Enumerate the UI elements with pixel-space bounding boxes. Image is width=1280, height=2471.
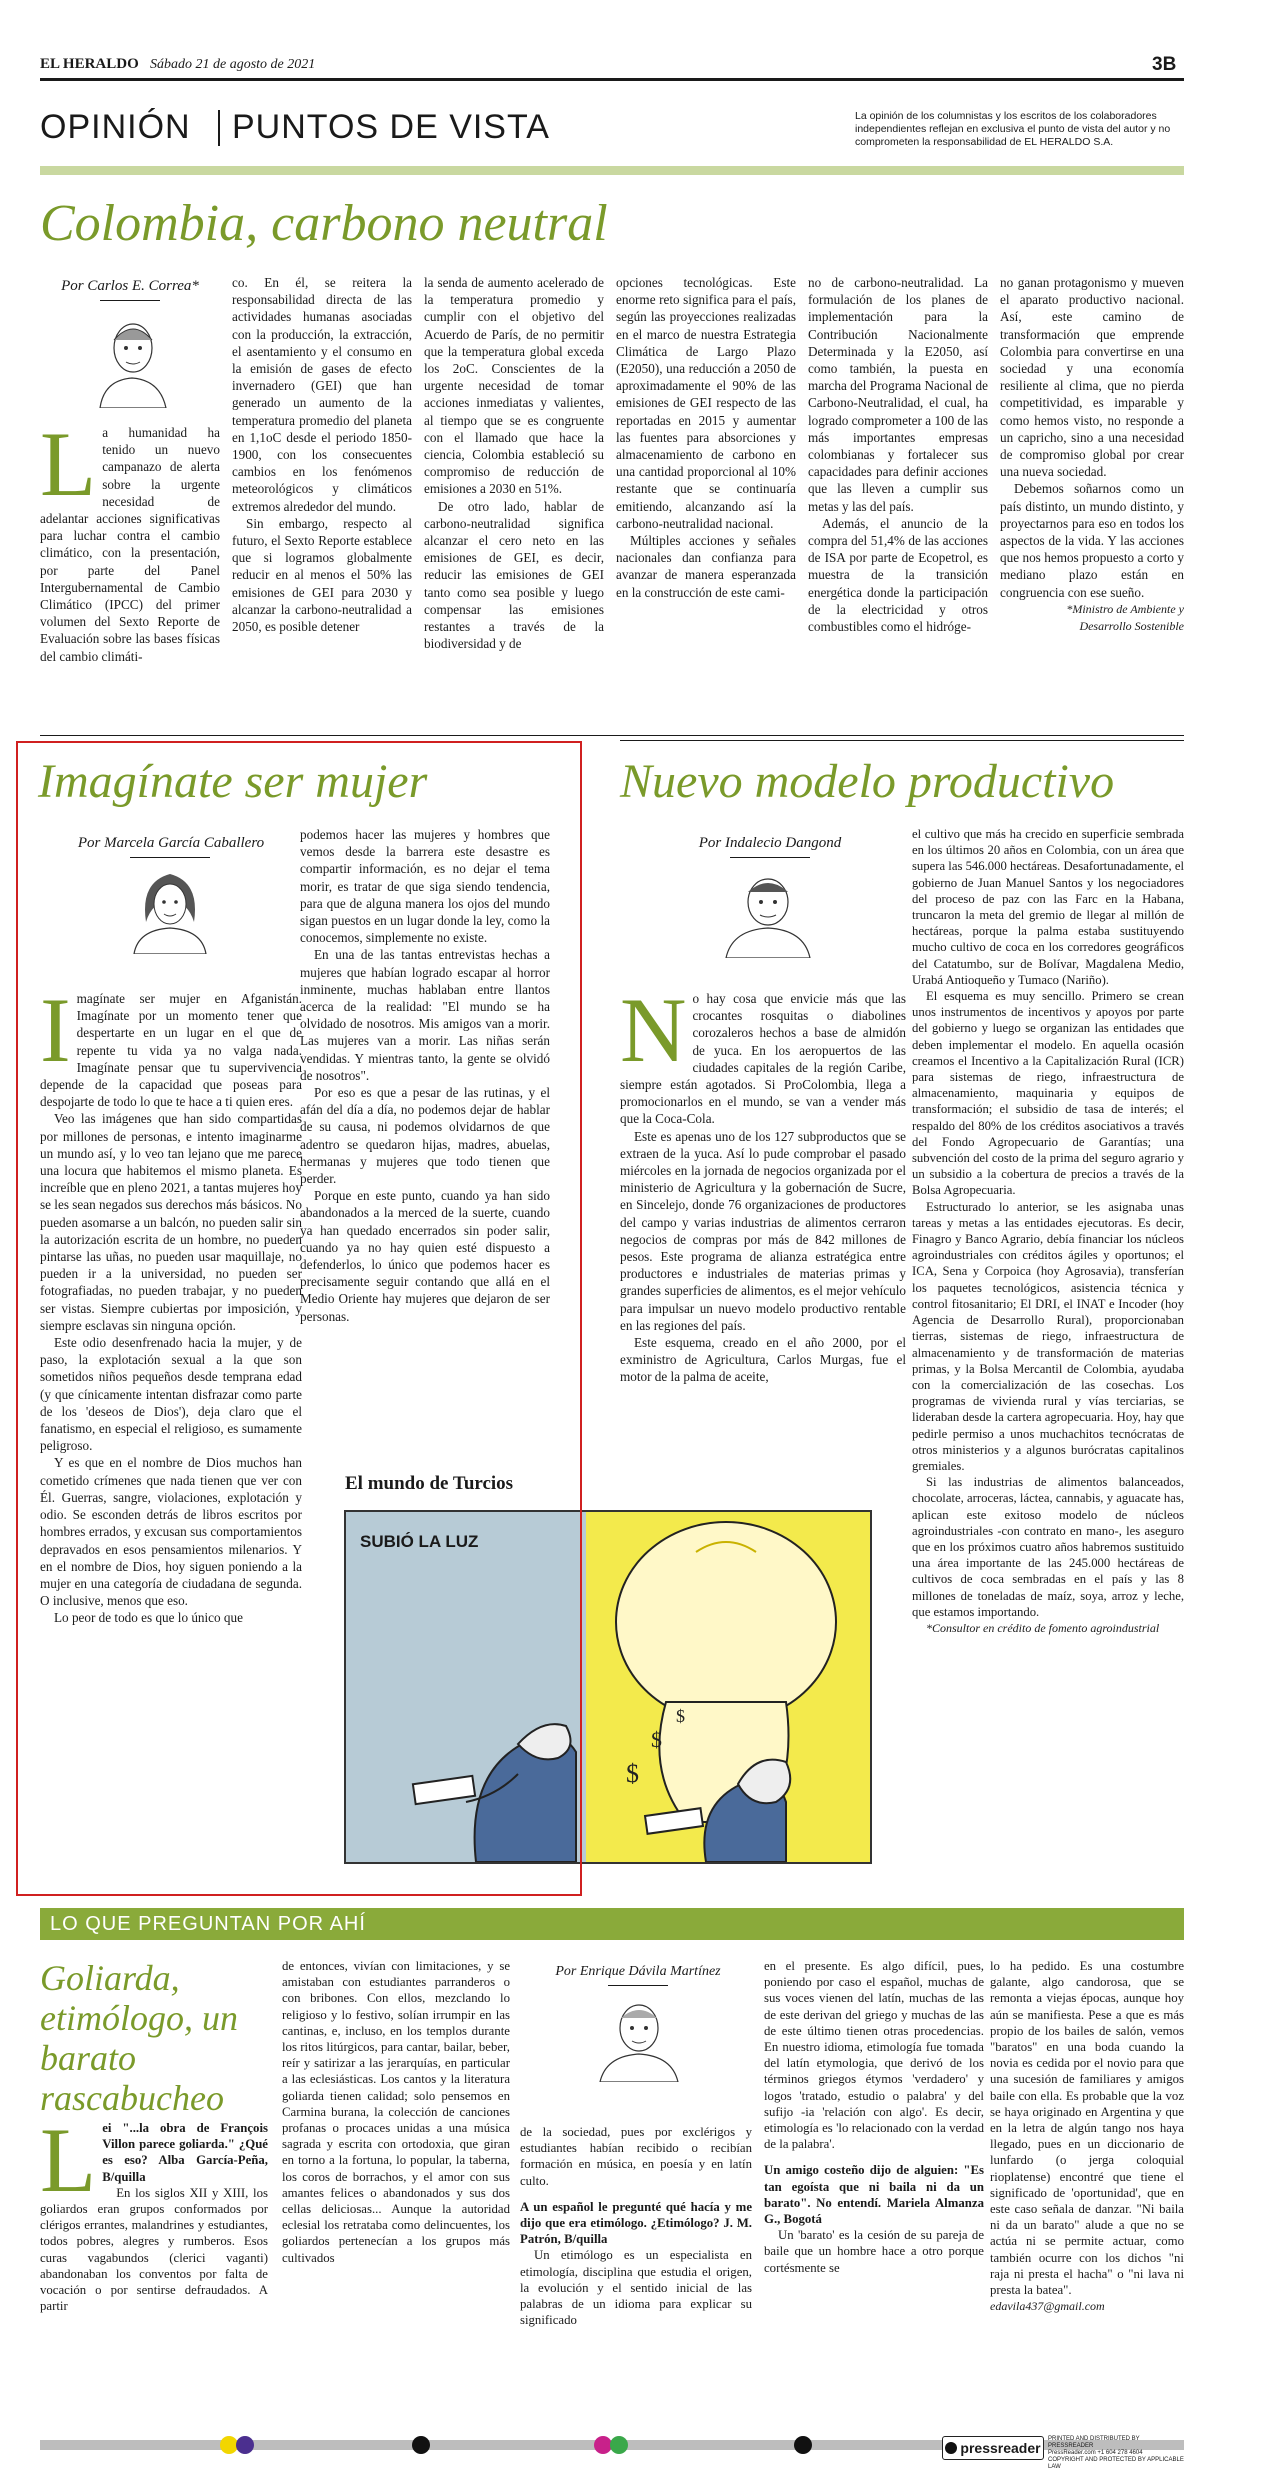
registration-dot-purple	[236, 2436, 254, 2454]
article1-byline: Por Carlos E. Correa*	[61, 278, 199, 294]
section-disclaimer: La opinión de los columnistas y los escritos de los colaboradores independientes reflejan en exclusiva el punto de vista del autor y no comprometen la responsabilidad de EL HERALDO S.A.	[855, 110, 1171, 148]
masthead-paper: EL HERALDO	[40, 56, 139, 72]
section-subtitle: PUNTOS DE VISTA	[232, 108, 550, 146]
qa-column-5	[990, 1958, 1184, 2314]
article1-text-3b: De otro lado, hablar de carbono-neutralidad significa alcanzar el cero neto en las emisiones de GEI, es decir, reducir las emisiones de GEI tanto como sea posible y luego compensar las emisiones restantes a través de la biodiversidad y de	[424, 498, 604, 652]
article3-text-2b: El esquema es muy sencillo. Primero se crean unos instrumentos de incentivos y apoyos por parte del gobierno y luego se organizan las entidades que deben implementar el modelo. En aquella ocasión creamos el Incentivo a la Capitalización Rural (ICR) para sistemas de riego, infraestructura de almacenamiento, maquinaria y equipos de transformación; el subsidio de tasa de interés; el respaldo del 80% de los créditos asociativos a través del Fondo Agropecuario de Garantías; una subvención del costo de la prima del seguro agrario y un subsidio a la cobertura de precios a través de la Bolsa Agropecuaria.	[912, 989, 1184, 1198]
article3-text-2d: Si las industrias de alimentos balanceados, chocolate, arroceras, láctea, cannabis, y aguacate has, aplican este exitoso modelo de núcleos agroindustriales -con contrato en mano-, les aseguro que en los próximos cuatro años habremos sustituido una área importante de las 245.000 hectáreas de cultivos de coca sembradas en el país y las 8 millones de toneladas de maíz, soya, arroz y leche, que estamos importando.	[912, 1475, 1184, 1619]
article1-text-4: opciones tecnológicas. Este enorme reto significa para el país, según las proyecciones realizadas en el marco de nuestra Estrategia Climática de Largo Plazo (E2050), una reducción a 2050 de aproximadamente el 90% de las emisiones de GEI respecto de las reportadas en 2015 y aumentar las fuentes para absorciones y almacenamiento de carbono en una cantidad proporcional al 10% restante que se continuaría emitiendo, alcanzando así la carbono-neutralidad nacional.	[616, 275, 796, 531]
article1-text-4b: Múltiples acciones y señales nacionales dan confianza para avanzar de manera esperanzada en la construcción de este cami-	[616, 533, 796, 600]
article2-text-2d: Porque en este punto, cuando ya han sido abandonados a la merced de la suerte, cuando ya han quedado encerrados sin poder salir, cuando ya no hay quien esté dispuesto a defenderlos, lo único que podemos hacer es precisamente seguir contando que allá en el Medio Oriente hay mujeres que dejaron de ser personas.	[300, 1188, 550, 1324]
qa-column-2	[282, 1958, 510, 2266]
article3-headline: Nuevo modelo productivo	[620, 755, 1115, 808]
article3-text-2: el cultivo que más ha crecido en superficie sembrada en los últimos 20 años en Colombia, con un área que supera las 546.000 hectáreas. Desafortunadamente, el gobierno de Juan Manuel Santos y los negociadores del proceso de paz con las Farc en la Habana, truncaron la meta del gremio de llegar al millón de hectáreas, porque la palma estaba sustituyendo mucho cultivo de coca en los corredores geográficos del Catatumbo, sur de Bolívar, Magdalena Medio, Urabá Antioqueño y Tumaco (Nariño).	[912, 827, 1184, 987]
article2-text-1d: Y es que en el nombre de Dios muchos han cometido crímenes que nada tienen que ver con Él. Guerras, sangre, violaciones, explotación y odio. Se esconden detrás de libros escritos por hombres errados, y excusan sus comportamientos depravados en esos pensamientos milenarios. Y en el nombre de Dios, hoy siguen poniendo a la mujer en una categoría de ciudadana de segunda. O inclusive, menos que eso.	[40, 1455, 302, 1609]
qa-column-3	[520, 2124, 752, 2328]
qa-headline: Goliarda, etimólogo, un barato rascabucheo	[40, 1958, 238, 2118]
article2-text-1e: Lo peor de todo es que lo único que	[54, 1610, 243, 1626]
qa-answer-3b: lo ha pedido. Es una costumbre galante, algo candorosa, que se remonta a viejas épocas, aunque hoy aún se manifiesta. Pese a que es más propio de los bailes de salón, vemos "baratos" en una boda cuando la novia es cedida por el novio para que una sucesión de familiares y amigos baile con ella. Es probable que la voz se haya originado en Argentina y que en la letra de algún tango nos haya llegado, pues en un diccionario de lunfardo (o jerga coloquial rioplatense) encontré que tiene el significado de 'oportunidad', que en este caso señala de danzar. "Ni baila ni da un barato" alude a que no se actúa ni se permite actuar, como también ocurre con los dichos "ni raja ni presta el hacha" o "ni lava ni presta la batea".	[990, 1959, 1184, 2298]
article1-text-6: no ganan protagonismo y mueven el aparato productivo nacional. Así, este camino de transformación que emprende Colombia para convertirse en una sociedad y una economía resiliente al clima, que no pierda competitividad, es imparable y como hemos visto, no responde a un capricho, sino a una necesidad de compromiso global por crear una nueva sociedad.	[1000, 275, 1184, 480]
article2-dropcap: I	[40, 979, 71, 1081]
qa-email: edavila437@gmail.com	[990, 2299, 1105, 2314]
article1-column-3	[424, 274, 604, 652]
article3-dropcap: N	[620, 979, 687, 1081]
qa-answer-2: Un etimólogo es un especialista en etimología, disciplina que estudia el origen, la evolución y el sentido inicial de las palabras de un idioma para explicar su significado	[520, 2248, 752, 2328]
article2-text-1c: Este odio desenfrenado hacia la mujer, y de paso, la explotación sexual a la que son sometidos niños pequeños desde temprana edad (y que cínicamente intentan disfrazar como parte de los 'deseos de Dios'), deja claro que el fanatismo, en especial el religioso, es sumamente peligroso.	[40, 1335, 302, 1454]
qa-question-2: A un español le pregunté qué hacía y me dijo que era etimólogo. ¿Etimólogo? J. M. Patrón, B/quilla	[520, 2199, 752, 2247]
article3-top-rule	[620, 740, 1184, 741]
qa-answer-1: En los siglos XII y XIII, los goliardos eran grupos conformados por clérigos errantes, malandrines y estudiantes, todos pobres, alegres y rumberos. Esos curas vagabundos (clerici vaganti) abandonaban los conventos por falta de vocación o por sentirse defraudados. A partir	[40, 2185, 268, 2314]
qa-question-1: ei "...la obra de François Villon parece goliarda." ¿Qué es eso? Alba García-Peña, B/quilla	[102, 2121, 268, 2184]
svg-text:$: $	[626, 1759, 639, 1788]
article3-text-1c: Este esquema, creado en el año 2000, por el exministro de Agricultura, Carlos Murgas, fue el motor de la palma de aceite,	[620, 1335, 906, 1385]
article1-text-2: co. En él, se reitera la responsabilidad directa de las actividades humanas asociadas con la producción, la extracción, el asentamiento y el consumo en la emisión de gases de efecto invernadero (GEI) que han generado un aumento de la temperatura promedio del planeta en 1,1oC desde el periodo 1850-1900, con los consecuentes cambios en los fenómenos meteorológicos y climáticos extremos alrededor del mundo.	[232, 275, 412, 514]
article1-column-5	[808, 274, 988, 635]
pressreader-brand: pressreader	[960, 2440, 1041, 2456]
registration-dot-green	[610, 2436, 628, 2454]
registration-dot-black-1	[412, 2436, 430, 2454]
page-number: 3B	[1152, 54, 1177, 75]
article1-dropcap: L	[40, 413, 97, 515]
article1-footnote: *Ministro de Ambiente y Desarrollo Sostenible	[1066, 601, 1184, 634]
qa-answer-2b: en el presente. Es algo difícil, pues, poniendo por caso el español, muchas de sus voces vienen del latín, muchas de las de este derivan del griego y muchas de las de este último tienen otras procedencias. En nuestro idioma, etimología fue tomada del latín etymologia, que derivó de los términos griegos étymos 'verdadero' y logos 'tratado, estudio o palabra' y del sufijo -ia 'relación con algo'. Es decir, etimología es 'lo relacionado con la verdad de la palabra'.	[764, 1959, 984, 2152]
pressreader-notice	[1048, 2436, 1184, 2471]
article1-text-5: no de carbono-neutralidad. La formulación de los planes de implementación para la Contribución Nacionalmente Determinada y la E2050, así como también, la puesta en marcha del Programa Nacional de Carbono-Neutralidad, el cual, ha logrado comprometer a 100 de las más importantes empresas colombianas y fortalecer sus capacidades para definir acciones que las lleven a cumplir sus metas y las del país.	[808, 275, 988, 514]
qa-byline: Por Enrique Dávila Martínez	[555, 1964, 721, 1979]
article2-text-1b: Veo las imágenes que han sido compartidas por millones de personas, e intento imaginarme un mundo así, y lo veo tan lejano que me parece una locura que habitemos el mismo planeta. Es increíble que en pleno 2021, a tantas mujeres hoy se les sean negados sus derechos más básicos. No pueden asomarse a un balcón, no pueden salir sin la autorización escrita de un hombre, no pueden pintarse las uñas, no pueden usar maquillaje, no pueden ir a la universidad, no pueden ser fotografiadas, no pueden trabajar, y no pueden ser vistas. Siempre cubiertas por imposición, y siempre esclavas sin ninguna opción.	[40, 1111, 302, 1333]
article3-column-2	[912, 826, 1184, 1636]
qa-column-1	[40, 2109, 268, 2314]
article2-text-2c: Por eso es que a pesar de las rutinas, y el afán del día a día, no podemos dejar de hablar de su causa, ni podemos olvidarnos de que adentro se quedaron hijas, madres, abuelas, hermanas y mujeres que todo tienen que perder.	[300, 1085, 550, 1187]
article1-text-6b: Debemos soñarnos como un país distinto, un mundo distinto, y proyectarnos para eso en todos los aspectos de la vida. Y las acciones que nos hemos propuesto a corto y mediano plazo están en congruencia con ese sueño.	[1000, 481, 1184, 600]
cartoon-caption: SUBIÓ LA LUZ	[360, 1532, 479, 1551]
article1-column-1	[40, 413, 220, 665]
masthead-date: Sábado 21 de agosto de 2021	[150, 57, 316, 72]
article3-byline-rule	[730, 857, 810, 858]
article1-column-2	[232, 274, 412, 635]
article3-author-portrait	[720, 862, 816, 958]
article1-bottom-rule	[40, 735, 1184, 736]
article1-author-portrait	[90, 308, 175, 408]
article3-byline: Por Indalecio Dangond	[698, 835, 842, 851]
article1-column-6	[1000, 274, 1184, 635]
article2-headline: Imagínate ser mujer	[38, 755, 428, 808]
selection-box	[16, 741, 582, 1896]
registration-dot-black-2	[794, 2436, 812, 2454]
section-green-bar	[40, 166, 1184, 175]
qa-answer-3: Un 'barato' es la cesión de su pareja de baile que un hombre hace a otro porque cortésmente se	[764, 2228, 984, 2275]
svg-text:$: $	[676, 1706, 685, 1726]
article1-text-5b: Además, el anuncio de la compra del 51,4% de las acciones de ISA por parte de Ecopetrol, es muestra de la transición energética donde la participación de la electricidad y otros combustibles como el hidróge-	[808, 515, 988, 635]
qa-column-4	[764, 1958, 984, 2276]
article1-column-4	[616, 274, 796, 601]
section-divider	[218, 110, 220, 146]
masthead-rule	[40, 78, 1184, 81]
article2-text-2b: En una de las tantas entrevistas hechas a mujeres que habían logrado escapar al horror inminente, muchas hablaban entre llantos acerca de la realidad: "El mundo se ha olvidado de nosotros. Mis amigos van a morir. Las mujeres van a morir. Las niñas serán vendidas. Y mientras tanto, la gente se olvidó de nosotros".	[300, 947, 550, 1083]
pressreader-notice-1: PRINTED AND DISTRIBUTED BY PRESSREADER	[1048, 2436, 1140, 2449]
article2-text-1: magínate ser mujer en Afganistán. Imagínate por un momento tener que despertarte en un lugar en el que de repente tu vida ya no valga nada. Imagínate pensar que tu supervivencia depende de la capacidad que poseas para despojarte de todo lo que te hace a ti quien eres.	[40, 991, 302, 1110]
svg-text:$: $	[651, 1727, 662, 1752]
article3-footnote: *Consultor en crédito de fomento agroindustrial	[926, 1620, 1160, 1635]
article1-byline-rule	[100, 300, 160, 301]
pressreader-notice-3: COPYRIGHT AND PROTECTED BY APPLICABLE LAW	[1048, 2457, 1184, 2470]
qa-answer-1c: de la sociedad, pues por exclérigos y estudiantes habían recibido o recibían formación en música, en poesía y en latín culto.	[520, 2125, 752, 2188]
qa-question-3: Un amigo costeño dijo de alguien: "Es tan egoísta que ni baila ni da un barato". No entendí. Mariela Almanza G., Bogotá	[764, 2163, 984, 2227]
article1-text-2b: Sin embargo, respecto al futuro, el Sexto Reporte establece que si logramos globalmente reducir en al menos el 50% las emisiones de GEI para 2030 y alcanzar la carbono-neutralidad a 2050, es posible detener	[232, 515, 412, 635]
article3-column-1	[620, 979, 906, 1386]
article1-text-1: a humanidad ha tenido un nuevo campanazo de alerta sobre la urgente necesidad de adelantar acciones significativas para luchar contra el cambio climático, con la presentación, por parte del Panel Intergubernamental de Cambio Climático (IPCC) del primer volumen del Sexto Reporte de Evaluación sobre las bases físicas del cambio climáti-	[40, 425, 220, 664]
article1-headline: Colombia, carbono neutral	[40, 195, 608, 252]
qa-banner	[40, 1908, 1184, 1940]
qa-author-portrait	[594, 1990, 684, 2082]
cartoon-title: El mundo de Turcios	[345, 1473, 514, 1494]
qa-dropcap: L	[40, 2109, 97, 2211]
article2-text-2: podemos hacer las mujeres y hombres que vemos desde la barrera este desastre es compartir información, es no dejar el tema morir, es tratar de que siga siendo tendencia, para que de alguna manera los ojos del mundo sigan puestos en un lugar donde la ley, como la conocemos, simplemente no existe.	[300, 827, 550, 946]
article1-text-3: la senda de aumento acelerado de la temperatura promedio y cumplir con el objetivo del Acuerdo de París, de no permitir que la temperatura global exceda los 2oC. Conscientes de la urgente necesidad de tomar acciones inmediatas y valientes, al tiempo que se es congruente con el llamado que hace la ciencia, Colombia estableció su compromiso de reducción de emisiones a 2030 en 51%.	[424, 275, 604, 497]
qa-answer-1b: de entonces, vivían con limitaciones, y se amistaban con estudiantes parranderos o con bribones. Con ellos, mezclando lo religioso y lo festivo, solían irrumpir en las cantinas, e, incluso, en los templos durante los ritos litúrgicos, para cantar, bailar, beber, reír y satirizar a las jerarquías, en particular a las eclesiásticas. Los cantos y la literatura goliarda tienen calidad; solo pensemos en Carmina burana, la colección de canciones profanas o procaces unidas a una música sagrada y escrita con ortodoxia, que giran en torno a la fortuna, lo popular, la taberna, los coros de borrachos, y el amor con sus amantes felices o abandonados y sus dos cellas deliciosas... Aunque la autoridad eclesial los retrataba como delincuentes, los goliardos pertenecían a los grupos más cultivados	[282, 1959, 510, 2265]
qa-byline-rule	[608, 1985, 668, 1986]
pressreader-logo	[942, 2436, 1044, 2460]
article2-byline: Por Marcela García Caballero	[77, 835, 265, 851]
pressreader-icon	[945, 2442, 957, 2454]
pressreader-notice-2: PressReader.com +1 604 278 4604	[1048, 2450, 1143, 2456]
article3-text-2c: Estructurado lo anterior, se les asignaba unas tareas y metas a las entidades ejecutoras. Es decir, Finagro y Banco Agrario, debía financiar los núcleos agroindustriales con créditos ágiles y oportunos; el ICA, Sena y Corpoica (hoy Agrosavia), transferían los paquetes tecnológicos, asistencia técnica y control fitosanitario; El DRI, el INAT e Incoder (hoy Agencia de Desarrollo Rural), proporcionaban tierras, sistemas de riego, infraestructura de almacenamiento y de transformación de materias primas, y la Bolsa Mercantil de Colombia, ayudaba con la comercialización de las cosechas. Los programas de vivienda rural y vías terciarias, se lideraban desde la cartera agropecuaria. Hoy, hay que pedirle permiso a unos muchachitos tecnócratas de otros ministerios y a algunos burócratas capitalinos gremiales.	[912, 1199, 1184, 1473]
qa-banner-text: LO QUE PREGUNTAN POR AHÍ	[50, 1913, 366, 1935]
article3-text-1b: Este es apenas uno de los 127 subproductos que se extraen de la yuca. Así lo pude comprobar el pasado miércoles en la jornada de negocios organizada por el ministerio de Agricultura y la gobernación de Sucre, en Sincelejo, donde 76 organizaciones de productores del campo y varias industrias de alimentos cerraron negocios de compras por más de 842 millones de pesos. Este programa de alianza estratégica entre productores e industriales de materias primas y grandes superficies de alimentos, es el mejor vehículo para impulsar un nuevo modelo productivo rentable en las regiones del país.	[620, 1128, 906, 1333]
section-title: OPINIÓN	[40, 108, 191, 146]
article3-text-1: o hay cosa que envicie más que las crocantes rosquitas o diabolines corozaleros hechos a base de almidón de yuca. En los aeropuertos de las ciudades capitales de la región Caribe, siempre están agotados. Si ProColombia, llega a promocionarlos en el mundo, se van a vender más que la Coca-Cola.	[620, 991, 906, 1127]
